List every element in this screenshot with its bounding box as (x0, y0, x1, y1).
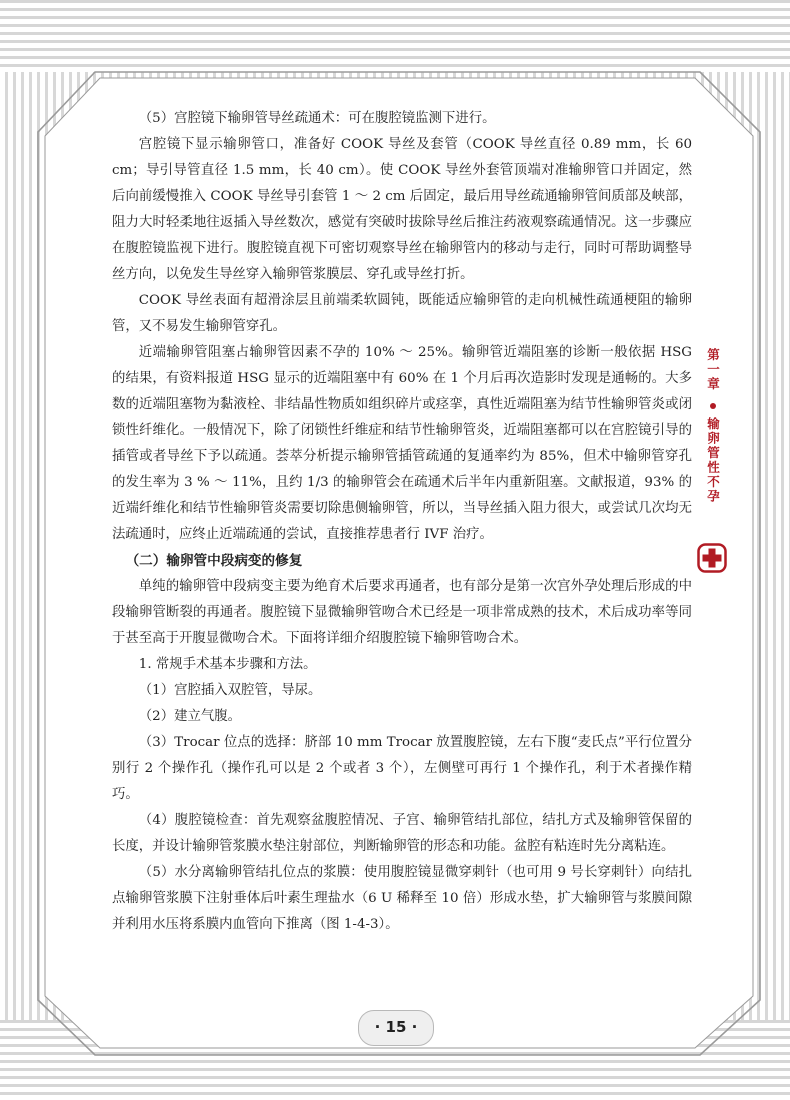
page-number: · 15 · (358, 1010, 434, 1046)
body-text (112, 106, 692, 938)
chapter-tab (697, 348, 729, 507)
paragraph: 1. 常规手术基本步骤和方法。 (138, 657, 317, 672)
paragraph: 单纯的输卵管中段病变主要为绝育术后要求再通者，也有部分是第一次宫外孕处理后形成的中段输卵管断裂的再通者。腹腔镜下显微输卵管吻合术已经是一项非常成熟的技术，术后成功率等同于甚至高于开腹显微吻合术。下面将详细介绍腹腔镜下输卵管吻合术。 (112, 579, 692, 646)
separator-dot (710, 403, 716, 409)
chapter-label: 第一章 (705, 348, 721, 392)
paragraph: （1）宫腔插入双腔管，导尿。 (138, 683, 322, 698)
section-heading: （二）输卵管中段病变的修复 (125, 553, 303, 569)
paragraph: （3）Trocar 位点的选择：脐部 10 mm Trocar 放置腹腔镜，左右下腹“麦氏点”平行位置分别行 2 个操作孔（操作孔可以是 2 个或者 3 个），左侧壁可再行 1 个操作孔，利于术者操作精巧。 (112, 735, 692, 802)
paragraph: COOK 导丝表面有超滑涂层且前端柔软圆钝，既能适应输卵管的走向机械性疏通梗阻的输卵管，又不易发生输卵管穿孔。 (112, 293, 692, 334)
paragraph: （5）宫腔镜下输卵管导丝疏通术：可在腹腔镜监测下进行。 (138, 111, 496, 126)
paragraph: 近端输卵管阻塞占输卵管因素不孕的 10% ～ 25%。输卵管近端阻塞的诊断一般依据 HSG 的结果，有资料报道 HSG 显示的近端阻塞中有 60% 在 1 个月后再次造影时发现是通畅的。大多数的近端阻塞物为黏液栓、非结晶性物质如组织碎片或痉挛，真性近端阻塞为结节性输卵管炎或闭锁性纤维化。一般情况下，除了闭锁性纤维症和结节性输卵管炎，近端阻塞都可以在宫腔镜引导的插管或者导丝下予以疏通。荟萃分析提示输卵管插管疏通的复通率约为 85%，但术中输卵管穿孔的发生率为 3 % ～ 11%，且约 1/3 的输卵管会在疏通术后半年内重新阻塞。文献报道，93% 的近端纤维化和结节性输卵管炎需要切除患侧输卵管，所以，当导丝插入阻力很大，或尝试几次均无法疏通时，应终止近端疏通的尝试，直接推荐患者行 IVF 治疗。 (112, 345, 692, 542)
paragraph: （5）水分离输卵管结扎位点的浆膜：使用腹腔镜显微穿刺针（也可用 9 号长穿刺针）向结扎点输卵管浆膜下注射垂体后叶素生理盐水（6 U 稀释至 10 倍）形成水垫，扩大输卵管与浆膜间隙并利用水压将系膜内血管向下推离（图 1-4-3）。 (112, 865, 692, 932)
paragraph: （2）建立气腹。 (138, 709, 242, 724)
paragraph: （4）腹腔镜检查：首先观察盆腹腔情况、子宫、输卵管结扎部位，结扎方式及输卵管保留的长度，并设计输卵管浆膜水垫注射部位，判断输卵管的形态和功能。盆腔有粘连时先分离粘连。 (112, 813, 692, 854)
chapter-title: 输卵管性不孕 (705, 416, 721, 504)
medical-cross-icon (697, 543, 727, 573)
paragraph: 宫腔镜下显示输卵管口，准备好 COOK 导丝及套管（COOK 导丝直径 0.89 mm，长 60 cm；导引导管直径 1.5 mm，长 40 cm）。使 COOK 导丝外套管顶端对准输卵管口并固定，然后向前缓慢推入 COOK 导丝导引套管 1 ～ 2 cm 后固定，最后用导丝疏通输卵管间质部及峡部，阻力大时轻柔地往返插入导丝数次，感觉有突破时拔除导丝后推注药液观察疏通情况。这一步骤应在腹腔镜监视下进行。腹腔镜直视下可密切观察导丝在输卵管内的移动与走行，同时可帮助调整导丝方向，以免发生导丝穿入输卵管浆膜层、穿孔或导丝打折。 (112, 137, 692, 282)
